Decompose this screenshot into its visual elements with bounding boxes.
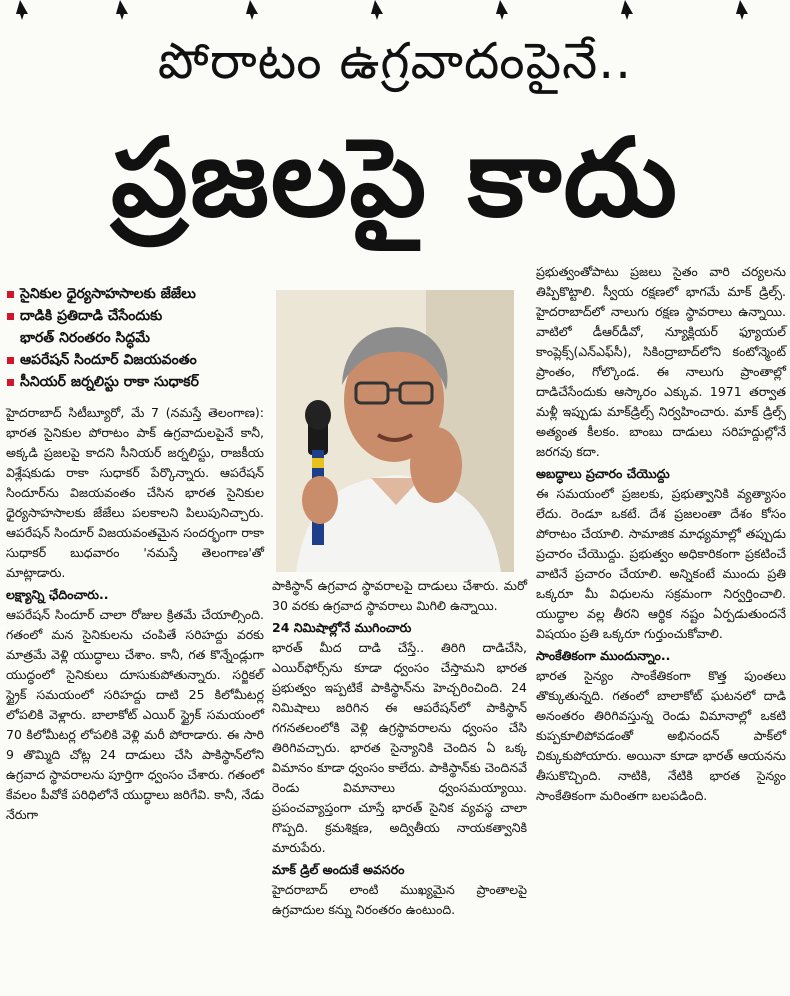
article-column-1 (6, 283, 264, 825)
decorative-border (0, 0, 790, 22)
article-paragraph: ఈ సమయంలో ప్రజలకు, ప్రభుత్వానికి వ్యత్యాసం లేదు. రెండూ ఒకటే. దేశ ప్రజలంతా దేశం కోసం పోరాటం చేయాలి. సామాజిక మాధ్యమాల్లో తప్పుడు ప్రచారం చేయొద్దు. ప్రభుత్వం అధికారికంగా ప్రకటించే వాటినే ప్రచారం చేయాలి. అన్నికంటే ముందు ప్రతి ఒక్కరూ మీ విధులను సక్రమంగా నిర్వర్తించాలి. యుద్ధాల వల్ల తీరని ఆర్థిక నష్టం ఏర్పడుతుందనే విషయం ప్రతి ఒక్కరూ గుర్తుంచుకోవాలి. (536, 486, 786, 641)
subheading: సాంకేతికంగా ముందున్నాం.. (536, 648, 671, 663)
highlight-item: దాడికి ప్రతిదాడి చేసేందుకు (6, 305, 264, 327)
subheading: 24 నిమిషాల్లోనే ముగించారు (272, 620, 412, 635)
headline-kicker: పోరాటం ఉగ్రవాదంపైనే.. (157, 32, 633, 90)
subheading: అబద్ధాలు ప్రచారం చేయొద్దు (536, 466, 670, 481)
article-paragraph: భారత సైన్యం సాంకేతికంగా కొత్త పుంతలు తొక్కుతున్నది. గతంలో బాలాకోట్ ఘటనలో దాడి అనంతరం తిరిగివస్తున్న రెండు విమానాల్లో ఒకటి కుప్పకూలిపోవడంతో అభినందన్ పాక్‌లో చిక్కుకుపోయారు. అయినా కూడా భారత్ ఆయనను తీసుకొచ్చింది. నాటికి, నేటికి భారత సైన్యం సాంకేతికంగా మరింతగా బలపడింది. (536, 668, 786, 803)
headline-main: ప్రజలపై కాదు (111, 116, 679, 241)
article-column-3 (536, 262, 786, 806)
highlight-item: ఆపరేషన్ సిందూర్ విజయవంతం (6, 349, 264, 371)
article-paragraph: పాకిస్థాన్ ఉగ్రవాద స్థావరాలపై దాడులు చేశారు. మరో 30 వరకు ఉగ్రవాద స్థావరాలు మిగిలి ఉన్నాయి. (272, 578, 527, 613)
highlights-list (6, 283, 264, 393)
highlight-item: సైనికుల ధైర్యసాహసాలకు జేజేలు (6, 283, 264, 305)
article-paragraph: హైదరాబాద్ లాంటి ముఖ్యమైన ప్రాంతాలపై ఉగ్రవాదుల కన్ను నిరంతరం ఉంటుంది. (272, 882, 527, 917)
highlight-item: భారత్ నిరంతరం సిద్ధమే (20, 330, 150, 346)
article-paragraph: ఆపరేషన్ సిందూర్ చాలా రోజుల క్రితమే చేయాల్సింది. గతంలో మన సైనికులను చంపితే సరిహద్దు వరకు మాత్రమే వెళ్లి యుద్ధాలు చేశాం. కానీ, గత కొన్నేండ్లుగా యుద్ధంలో సైనికులు దూసుకుపోతున్నారు. సర్జికల్ స్ట్రైక్ సమయంలో సరిహద్దు దాటి 25 కిలోమీటర్ల లోపలికి వెళ్లారు. బాలాకోట్ ఎయిర్ స్ట్రైక్ సమయంలో 70 కిలోమీటర్ల లోపలికి వెళ్లి మరీ పోరాడారు. ఈ సారి 9 తొమ్మిది చోట్ల 24 దాడులు చేసి పాకిస్థాన్‌లోని ఉగ్రవాద స్థావరాలను పూర్తిగా ధ్వంసం చేశారు. గతంలో కేవలం పీవోకే పరిధిలోనే యుద్ధాలు జరిగేవి. కానీ, నేడు నేరుగా (6, 607, 264, 822)
subheading: లక్ష్యాన్ని ఛేదించారు.. (6, 587, 109, 602)
highlight-item: సీనియర్ జర్నలిస్టు రాకా సుధాకర్ (6, 371, 264, 393)
article-paragraph: భారత్ మీద దాడి చేస్తే.. తిరిగి దాడిచేసి, ఎయిర్‌ఫోర్స్‌ను కూడా ధ్వంసం చేస్తామని భారత ప్రభుత్వం ఇప్పటికే పాకిస్థాన్‌ను హెచ్చరించింది. 24 నిమిషాలు జరిగిన ఈ ఆపరేషన్‌లో పాకిస్థాన్ గగనతలంలోకి వెళ్లి ఉగ్రస్థావరాలను ధ్వంసం చేసి తిరిగివచ్చారు. భారత సైన్యానికి చెందిన ఏ ఒక్క విమానం కూడా ధ్వంసం కాలేదు. పాకిస్థాన్‌కు చెందినవే రెండు విమానాలు ధ్వంసమయ్యాయి. ప్రపంచవ్యాప్తంగా చూస్తే భారత్ సైనిక వ్యవస్థ చాలా గొప్పది. క్రమశిక్షణ, అద్వితీయ నాయకత్వానికి మారుపేరు. (272, 640, 527, 855)
subheading: మాక్ డ్రిల్ అందుకే అవసరం (272, 862, 405, 877)
article-paragraph: హైదరాబాద్ సిటీబ్యూరో, మే 7 (నమస్తే తెలంగాణ): భారత సైనికుల పోరాటం పాక్ ఉగ్రవాదులపైనే కానీ, అక్కడి ప్రజలపై కాదని సీనియర్ జర్నలిస్టు, రాజకీయ విశ్లేషకుడు రాకా సుధాకర్ పేర్కొన్నారు. ఆపరేషన్ సిందూర్‌ను విజయవంతం చేసిన భారత సైనికుల ధైర్యసాహసాలకు జేజేలు పలకాలని పిలుపునిచ్చారు. ఆపరేషన్ సిందూర్ విజయవంతమైన సందర్భంగా రాకా సుధాకర్ బుధవారం 'నమస్తే తెలంగాణ'తో మాట్లాడారు. (6, 405, 264, 580)
article-column-2 (272, 576, 527, 920)
speaker-photo (276, 290, 514, 572)
article-paragraph: ప్రభుత్వంతోపాటు ప్రజలు సైతం వారి చర్యలను తిప్పికొట్టాలి. స్వీయ రక్షణలో భాగమే మాక్ డ్రిల్స్. హైదరాబాద్‌లో నాలుగు రక్షణ స్థావరాలు ఉన్నాయి. వాటిలో డీఆర్‌డీవో, న్యూక్లియర్ ఫ్యూయల్ కాంప్లెక్స్(ఎన్‌ఎఫ్‌సీ), సికింద్రాబాద్‌లోని కంటోన్మెంట్ ప్రాంతం, గోల్కొండ. ఈ నాలుగు ప్రాంతాల్లో దాడిచేసేందుకు ఆస్కారం ఎక్కువ. 1971 తర్వాత మళ్లీ ఇప్పుడు మాక్‌డ్రిల్స్ నిర్వహించారు. మాక్ డ్రిల్స్ అత్యంత కీలకం. బాంబు దాడులు సరిహద్దుల్లోనే జరగవు కదా. (536, 264, 786, 459)
